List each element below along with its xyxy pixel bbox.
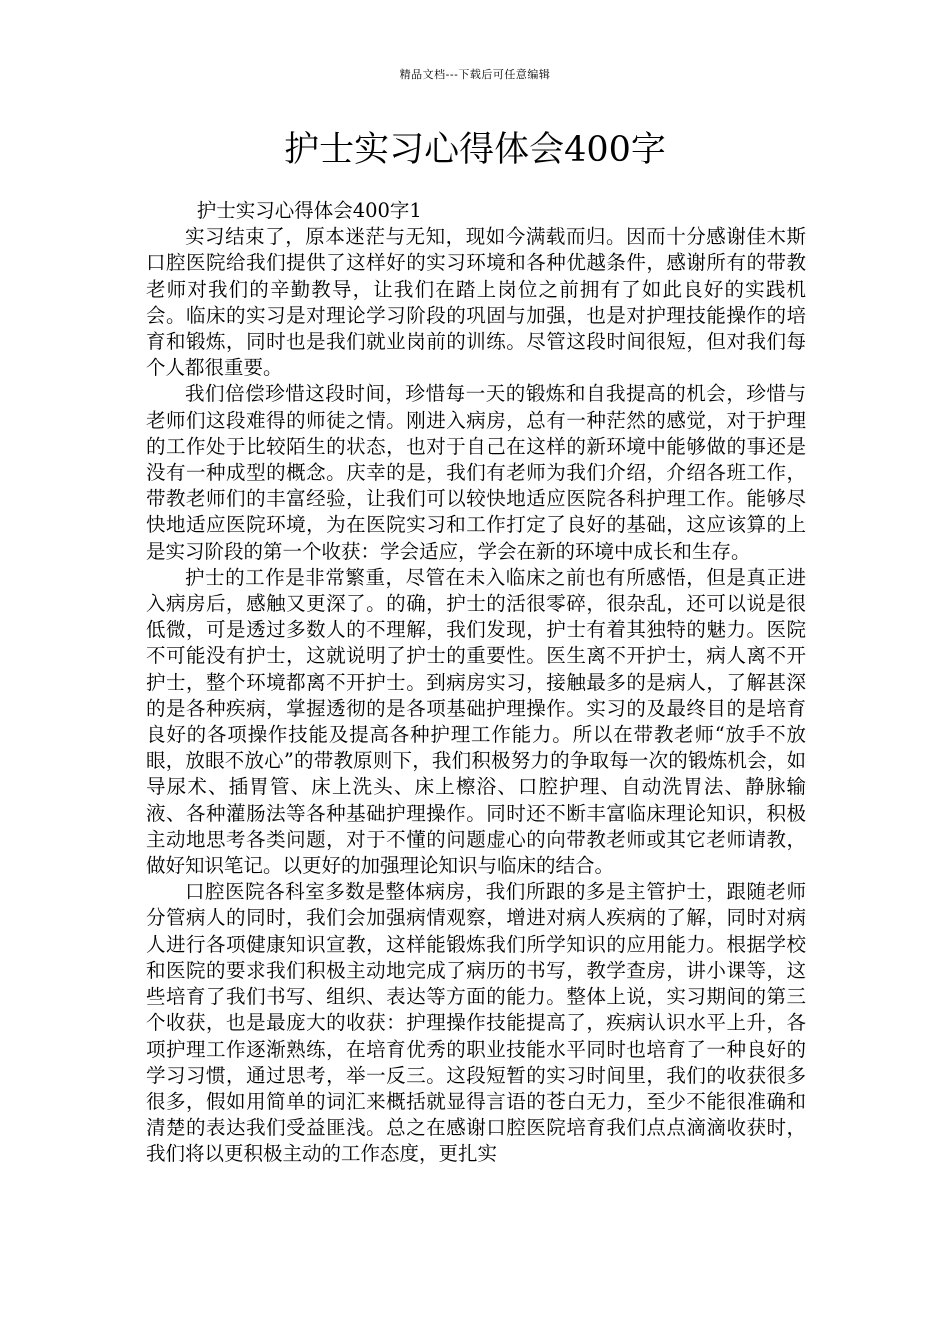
paragraph-2: 我们倍偿珍惜这段时间，珍惜每一天的锻炼和自我提高的机会，珍惜与老师们这段难得的师徒之情。刚进入病房，总有一种茫然的感觉，对于护理的工作处于比较陌生的状态，也对于自己在这样的新环境中能够做的事还是没有一种成型的概念。庆幸的是，我们有老师为我们介绍，介绍各班工作，带教老师们的丰富经验，让我们可以较快地适应医院各科护理工作。能够尽快地适应医院环境，为在医院实习和工作打定了良好的基础，这应该算的上是实习阶段的第一个收获：学会适应，学会在新的环境中成长和生存。 (146, 382, 806, 563)
paragraph-1: 实习结束了，原本迷茫与无知，现如今满载而归。因而十分感谢佳木斯口腔医院给我们提供了这样好的实习环境和各种优越条件，感谢所有的带教老师对我们的辛勤教导，让我们在踏上岗位之前拥有了如此良好的实践机会。临床的实习是对理论学习阶段的巩固与加强，也是对护理技能操作的培育和锻炼，同时也是我们就业岗前的训练。尽管这段时间很短，但对我们每个人都很重要。 (146, 225, 806, 380)
page-header-note: 精品文档---下载后可任意编辑 (399, 68, 551, 81)
document-title: 护士实习心得体会400字 (284, 130, 666, 170)
paragraph-4: 口腔医院各科室多数是整体病房，我们所跟的多是主管护士，跟随老师分管病人的同时，我们会加强病情观察，增进对病人疾病的了解，同时对病人进行各项健康知识宣教，这样能锻炼我们所学知识的应用能力。根据学校和医院的要求我们积极主动地完成了病历的书写，教学查房，讲小课等，这些培育了我们书写、组织、表达等方面的能力。整体上说，实习期间的第三个收获，也是最庞大的收获：护理操作技能提高了，疾病认识水平上升，各项护理工作逐渐熟练，在培育优秀的职业技能水平同时也培育了一种良好的学习习惯，通过思考，举一反三。这段短暂的实习时间里，我们的收获很多很多，假如用简单的词汇来概括就显得言语的苍白无力，至少不能很准确和清楚的表达我们受益匪浅。总之在感谢口腔医院培育我们点点滴滴收获时，我们将以更积极主动的工作态度，更扎实 (146, 880, 806, 1166)
paragraph-3: 护士的工作是非常繁重，尽管在未入临床之前也有所感悟，但是真正进入病房后，感触又更深了。的确，护士的活很零碎，很杂乱，还可以说是很低微，可是透过多数人的不理解，我们发现，护士有着其独特的魅力。医院不可能没有护士，这就说明了护士的重要性。医生离不开护士，病人离不开护士，整个环境都离不开护士。到病房实习，接触最多的是病人，了解甚深的是各种疾病，掌握透彻的是各项基础护理操作。实习的及最终目的是培育良好的各项操作技能及提高各种护理工作能力。所以在带教老师“放手不放眼，放眼不放心”的带教原则下，我们积极努力的争取每一次的锻炼机会，如导尿术、插胃管、床上洗头、床上檫浴、口腔护理、自动洗胃法、静脉输液、各种灌肠法等各种基础护理操作。同时还不断丰富临床理论知识，积极主动地思考各类问题，对于不懂的问题虚心的向带教老师或其它老师请教，做好知识笔记。以更好的加强理论知识与临床的结合。 (146, 565, 806, 878)
document-body (146, 198, 806, 1168)
section-heading: 护士实习心得体会400字1 (196, 199, 422, 222)
